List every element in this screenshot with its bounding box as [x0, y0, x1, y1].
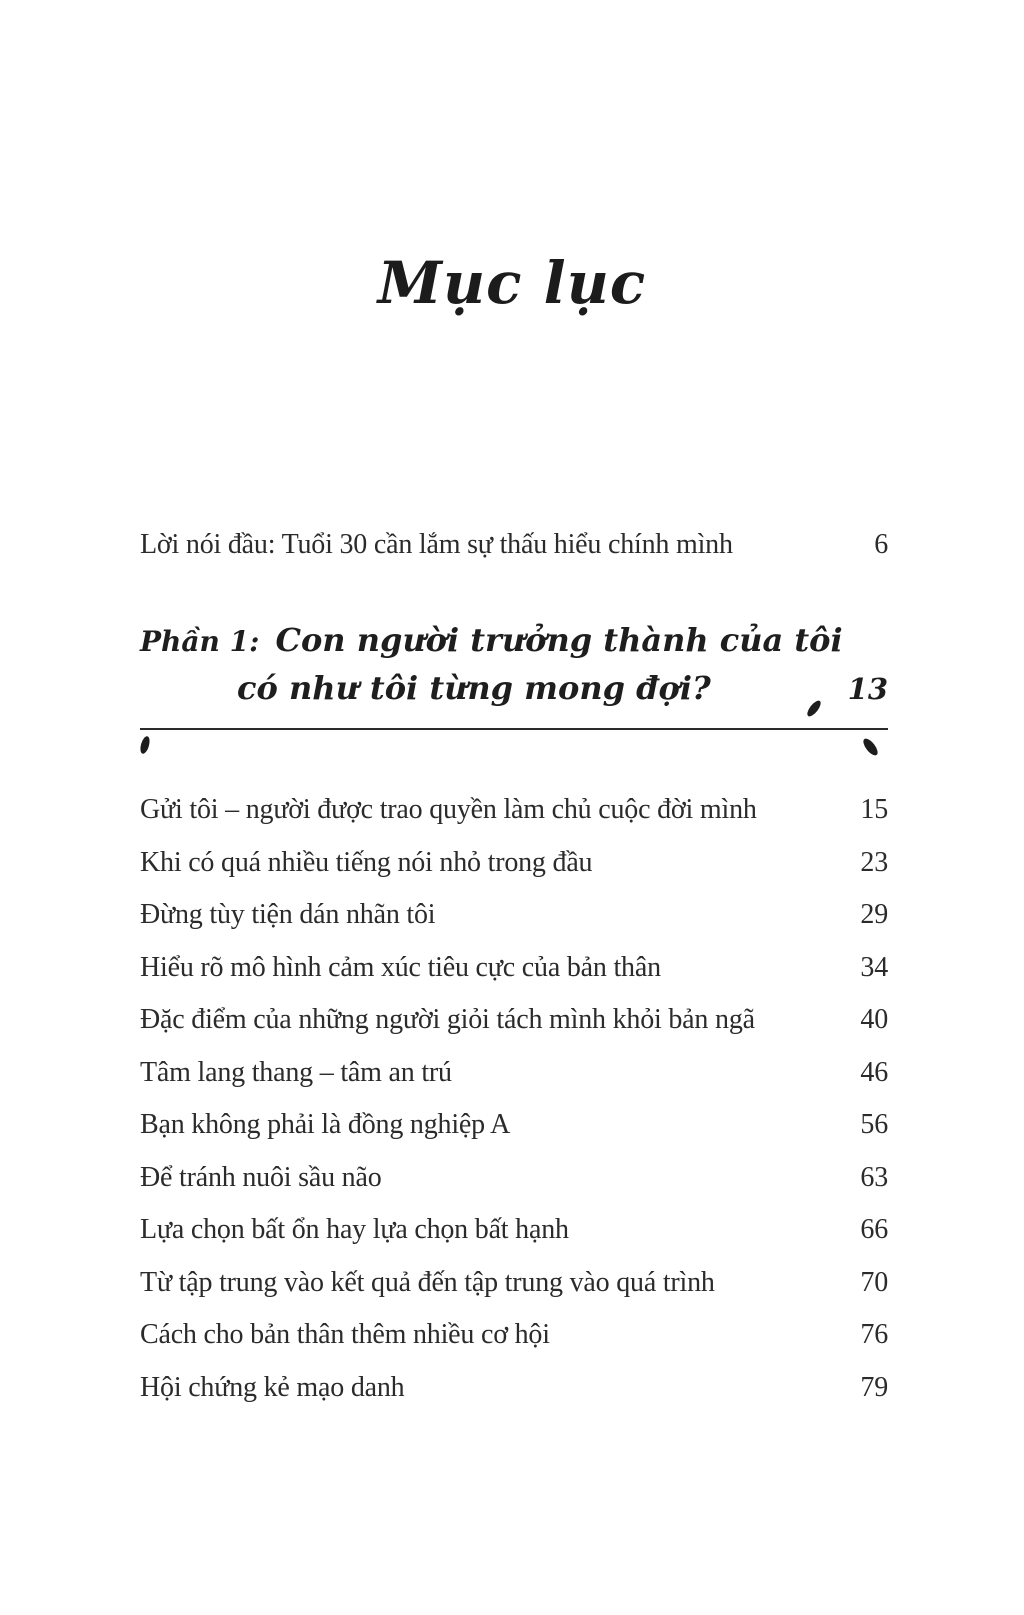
toc-entry: [140, 994, 888, 1047]
ink-mark-icon: [861, 736, 880, 757]
toc-entry: [140, 1099, 888, 1152]
toc-entry-title: Để tránh nuôi sầu não: [140, 1161, 382, 1193]
toc-entry: [140, 784, 888, 837]
toc-entry-title: Từ tập trung vào kết quả đến tập trung vào quá trình: [140, 1266, 715, 1298]
toc-entry-title: Bạn không phải là đồng nghiệp A: [140, 1109, 511, 1141]
part-label: Phần 1:: [140, 625, 260, 658]
toc-entry-page-number: 76: [860, 1319, 888, 1351]
toc-entry-title: Khi có quá nhiều tiếng nói nhỏ trong đầu: [140, 846, 593, 878]
toc-entry: [140, 1204, 888, 1257]
toc-entry-page-number: 40: [860, 1004, 888, 1036]
toc-entry: [140, 1152, 888, 1205]
part-heading-line2: [140, 666, 888, 711]
toc-entry-title: Đừng tùy tiện dán nhãn tôi: [140, 899, 436, 931]
part-title-line2: có như tôi từng mong đợi?: [237, 669, 711, 707]
toc-entry: [140, 1309, 888, 1362]
toc-entry-page-number: 79: [860, 1371, 888, 1403]
toc-entry-title: Cách cho bản thân thêm nhiều cơ hội: [140, 1319, 550, 1351]
toc-entry-title: Lựa chọn bất ổn hay lựa chọn bất hạnh: [140, 1214, 569, 1246]
chapter-list: [140, 784, 888, 1414]
toc-entry-page-number: 66: [860, 1214, 888, 1246]
toc-entry-title: Hội chứng kẻ mạo danh: [140, 1371, 405, 1403]
toc-entry-page-number: 29: [860, 899, 888, 931]
front-matter-label: Lời nói đầu: Tuổi 30 cần lắm sự thấu hiểu chính mình: [140, 529, 733, 560]
part-title-line1: Con người trưởng thành của tôi: [275, 621, 843, 659]
toc-entry-title: Gửi tôi – người được trao quyền làm chủ cuộc đời mình: [140, 794, 757, 826]
toc-entry: [140, 1362, 888, 1415]
toc-entry: [140, 942, 888, 995]
toc-entry: [140, 1047, 888, 1100]
section-divider-rule: [140, 728, 888, 730]
toc-entry-page-number: 46: [860, 1056, 888, 1088]
toc-entry-title: Tâm lang thang – tâm an trú: [140, 1056, 452, 1088]
front-matter-page-number: 6: [874, 529, 888, 560]
toc-entry-title: Hiểu rõ mô hình cảm xúc tiêu cực của bản thân: [140, 951, 661, 983]
toc-entry-title: Đặc điểm của những người giỏi tách mình khỏi bản ngã: [140, 1004, 755, 1036]
toc-entry-page-number: 63: [860, 1161, 888, 1193]
toc-entry-page-number: 15: [860, 794, 888, 826]
front-matter-entry: [140, 529, 888, 561]
toc-entry-page-number: 70: [860, 1266, 888, 1298]
toc-entry-page-number: 34: [860, 951, 888, 983]
page-title: Mục lục: [377, 249, 647, 317]
toc-entry: [140, 1257, 888, 1310]
toc-entry-page-number: 23: [860, 846, 888, 878]
ink-mark-icon: [139, 735, 152, 755]
part-heading: [140, 616, 888, 711]
part-heading-line1: [140, 616, 888, 666]
toc-entry-page-number: 56: [860, 1109, 888, 1141]
toc-entry: [140, 889, 888, 942]
part-page-number: 13: [847, 672, 888, 706]
toc-entry: [140, 837, 888, 890]
